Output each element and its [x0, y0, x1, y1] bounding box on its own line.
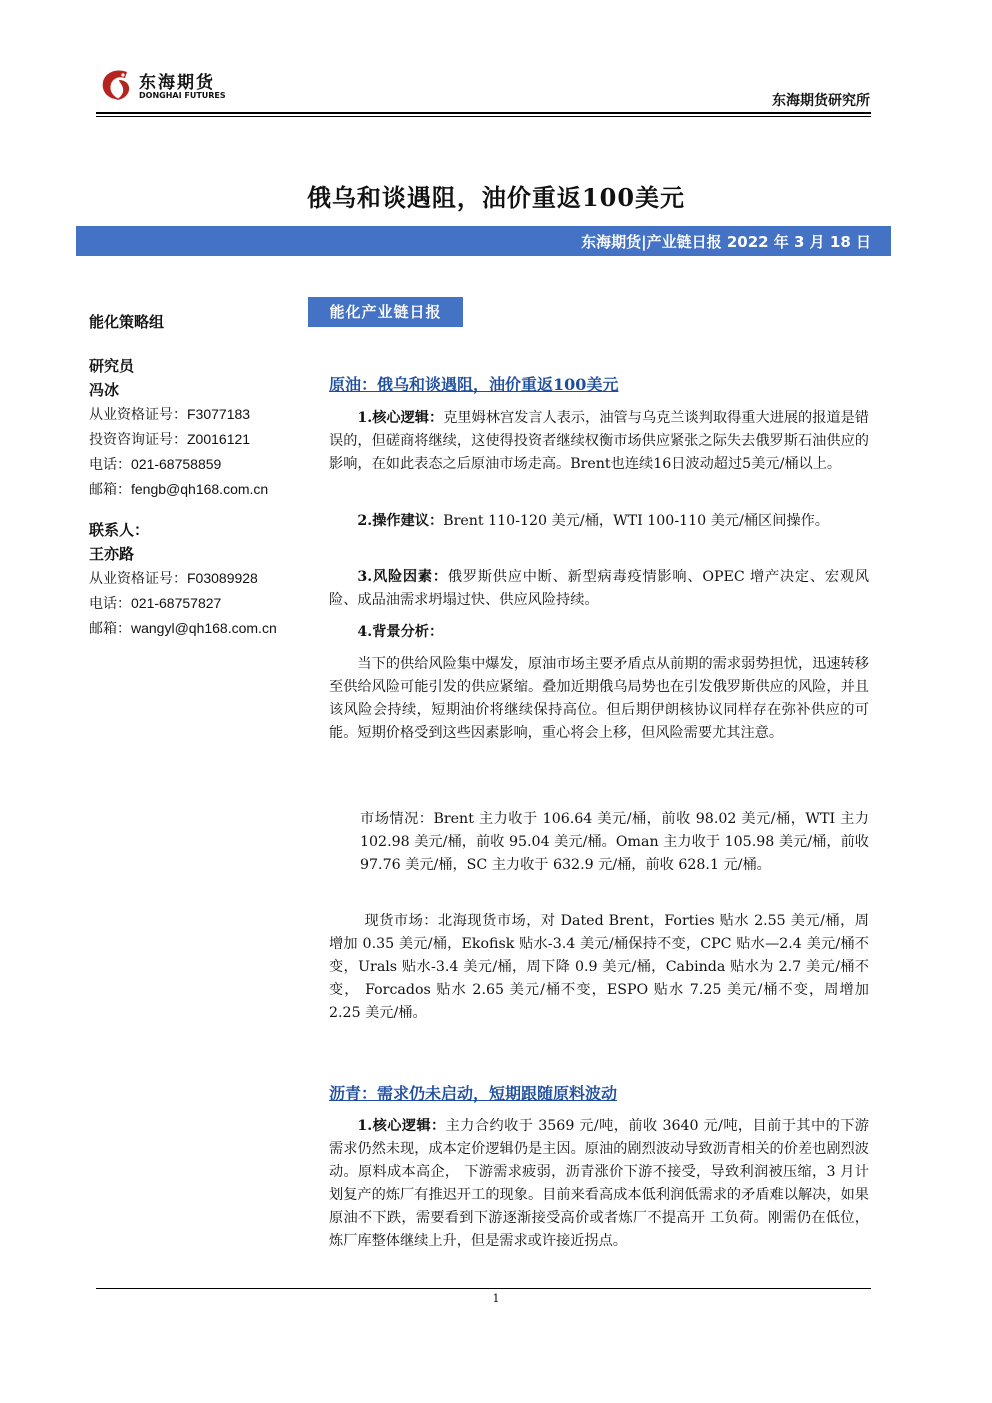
asphalt-core-logic: 1.核心逻辑：主力合约收于 3569 元/吨，前收 3640 元/吨，目前于其中的下游需求仍然未现，成本定价逻辑仍是主因。原油的剧烈波动导致沥青相关的价差也剧烈波动。原料成本高企， 下游需求疲弱，沥青涨价下游不接受，导致利润被压缩，3 月计划复产的炼厂有推迟开工的现象。目前来看高成本低利润低需求的矛盾难以解决，如果原油不下跌，需要看到下游逐渐接受高价或者炼厂不提高开 工负荷。刚需仍在低位，炼厂库整体继续上升，但是需求或许接近拐点。 [329, 1118, 869, 1249]
crude-advice: 2.操作建议：Brent 110-120 美元/桶，WTI 100-110 美元/桶区间操作。 [357, 513, 829, 529]
footer-rule [96, 1288, 871, 1289]
asphalt-heading[interactable]: 沥青：需求仍未启动，短期跟随原料波动 [329, 1084, 618, 1103]
researcher-name: 冯冰 [89, 381, 120, 399]
date-banner [76, 226, 891, 256]
contact-email[interactable]: 邮箱：wangyl@qh168.com.cn [89, 620, 277, 637]
crude-background: 当下的供给风险集中爆发，原油市场主要矛盾点从前期的需求弱势担忧，迅速转移至供给风险可能引发的供应紧缩。叠加近期俄乌局势也在引发俄罗斯供应的风险，并且该风险会持续，短期油价将继续保持高位。但后期伊朗核协议同样存在弥补供应的可能。短期价格受到这些因素影响，重心将会上移，但风险需要尤其注意。 [329, 656, 869, 741]
analyst-sidebar [89, 310, 309, 641]
crude-bg-label: 4.背景分析： [357, 624, 444, 640]
header-rule-thin [96, 116, 871, 117]
page-number: 1 [492, 1292, 500, 1305]
crude-heading[interactable]: 原油：俄乌和谈遇阻，油价重返100美元 [329, 375, 619, 394]
contact-license: 从业资格证号：F03089928 [89, 570, 258, 587]
company-logo [97, 66, 237, 106]
report-title: 俄乌和谈遇阻，油价重返100美元 [306, 183, 686, 212]
researcher-license: 从业资格证号：F3077183 [89, 406, 251, 423]
institute-name: 东海期货研究所 [772, 93, 870, 109]
team-name: 能化策略组 [89, 313, 165, 331]
researcher-consult-license: 投资咨询证号：Z0016121 [89, 431, 251, 448]
crude-core-logic: 1.核心逻辑：克里姆林宫发言人表示，油管与乌克兰谈判取得重大进展的报道是错误的，但磋商将继续，这使得投资者继续权衡市场供应紧张之际失去俄罗斯石油供应的影响，在如此表态之后原油市场走高。Brent也连续16日波动超过5美元/桶以上。 [329, 410, 869, 472]
researcher-role: 研究员 [89, 357, 135, 375]
researcher-phone: 电话：021-68758859 [89, 456, 222, 473]
header-rule [96, 112, 871, 114]
section-tag: 能化产业链日报 [308, 297, 463, 327]
crude-market: 市场情况：Brent 主力收于 106.64 美元/桶，前收 98.02 美元/桶，WTI 主力 102.98 美元/桶，前收 95.04 美元/桶。Oman 主力收于 105.98 美元/桶，前收 97.76 美元/桶，SC 主力收于 632.9 元/桶，前收 628.1 元/桶。 [360, 811, 869, 873]
contact-phone: 电话：021-68757827 [89, 595, 222, 612]
contact-role: 联系人： [89, 521, 150, 539]
banner-text: 东海期货|产业链日报 2022 年 3 月 18 日 [581, 233, 871, 251]
researcher-email[interactable]: 邮箱：fengb@qh168.com.cn [89, 481, 269, 498]
contact-name: 王亦路 [89, 545, 135, 563]
crude-spot: 现货市场：北海现货市场，对 Dated Brent，Forties 贴水 2.55 美元/桶，周增加 0.35 美元/桶，Ekofisk 贴水-3.4 美元/桶保持不变，CPC 贴水—2.4 美元/桶不变，Urals 贴水-3.4 美元/桶，周下降 0.9 美元/桶，Cabinda 贴水为 2.7 美元/桶不变， Forcados 贴水 2.65 美元/桶不变，ESPO 贴水 7.25 美元/桶不变，周增加 2.25 美元/桶。 [329, 913, 869, 1021]
logo-chinese-text: 东海期货 [139, 73, 215, 93]
logo-english-text: DONGHAI FUTURES [139, 91, 226, 100]
dragon-logo-icon [97, 66, 135, 104]
crude-risk: 3.风险因素：俄罗斯供应中断、新型病毒疫情影响、OPEC 增产决定、宏观风险、成品油需求坍塌过快、供应风险持续。 [329, 569, 870, 608]
